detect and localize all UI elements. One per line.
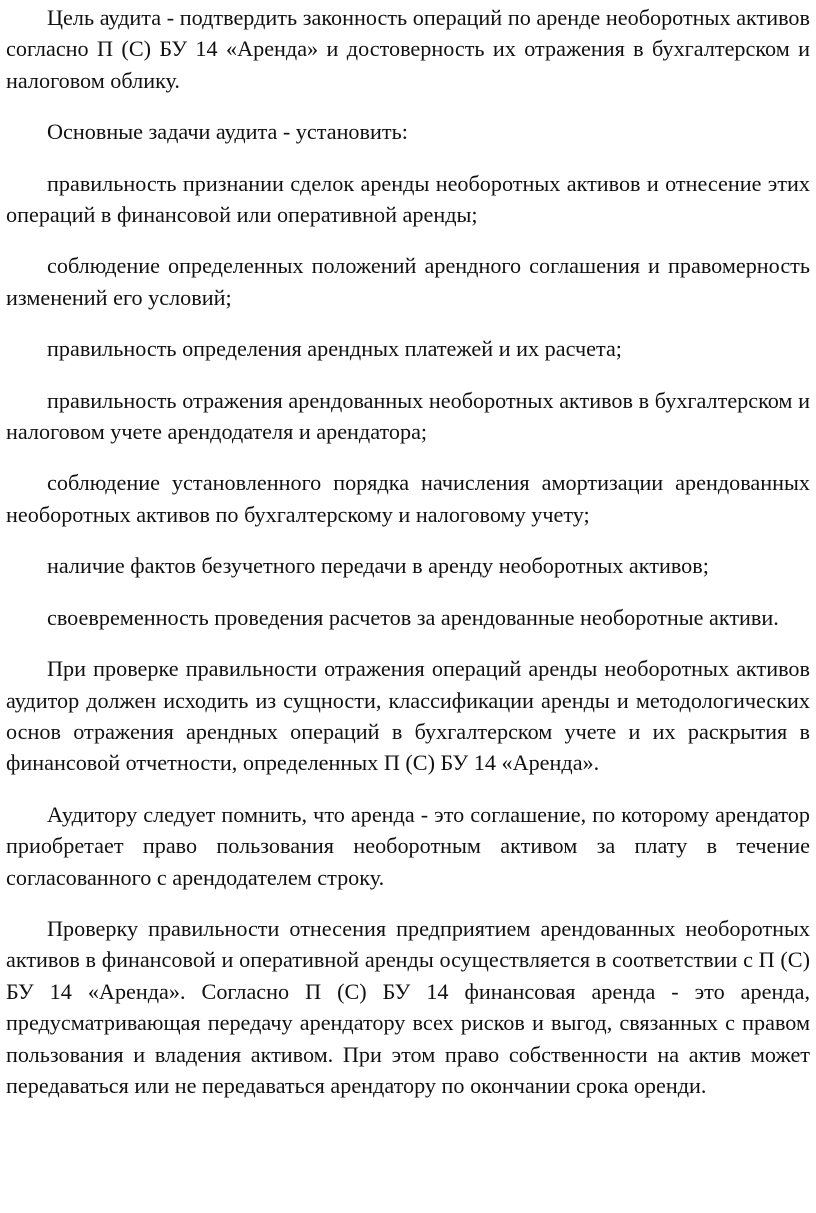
paragraph-task-recognition: правильность признании сделок аренды необоротных активов и отнесение этих операций в финансовой или оперативной аренды; (6, 170, 810, 228)
paragraph-task-agreement: соблюдение определенных положений арендного соглашения и правомерность изменений его условий; (6, 253, 810, 310)
paragraph-task-amortization: соблюдение установленного порядка начисления амортизации арендованных необоротных активов по бухгалтерскому и налоговому учету; (6, 470, 810, 527)
paragraph-finance-lease: Проверку правильности отнесения предприятием арендованных необоротных активов в финансовой и оперативной аренды осуществляется в соответствии с П (С) БУ 14 «Аренда». Согласно П (С) БУ 14 финансовая аренда - это аренда, предусматривающая передачу арендатору всех рисков и выгод, связанных с правом пользования и владения активом. При этом право собственности на актив может передаваться или не передаваться арендатору по окончании срока оренди. (6, 915, 810, 1098)
paragraph-main-tasks-heading: Основные задачи аудита - установить: (47, 119, 408, 145)
paragraph-audit-goal: Цель аудита - подтвердить законность операций по аренде необоротных активов согласно П (С) БУ 14 «Аренда» и достоверность их отражения в бухгалтерском и налоговом облику. (6, 5, 810, 93)
paragraph-lease-definition: Аудитору следует помнить, что аренда - это соглашение, по которому арендатор приобретает право пользования необоротным активом за плату в течение согласованного с арендодателем строку. (6, 801, 810, 890)
paragraph-task-payments: правильность определения арендных платежей и их расчета; (47, 336, 622, 362)
paragraph-task-reflection: правильность отражения арендованных необоротных активов в бухгалтерском и налоговом учете арендодателя и арендатора; (6, 387, 810, 445)
paragraph-task-unrecorded: наличие фактов безучетного передачи в аренду необоротных активов; (47, 553, 709, 579)
paragraph-task-settlements: своевременность проведения расчетов за арендованные необоротные активи. (47, 604, 779, 630)
paragraph-verification: При проверке правильности отражения операций аренды необоротных активов аудитор должен исходить из сущности, классификации аренды и методологических основ отражения арендных операций в бухгалтерском учете и их раскрытия в финансовой отчетности, определенных П (С) БУ 14 «Аренда». (6, 656, 810, 776)
